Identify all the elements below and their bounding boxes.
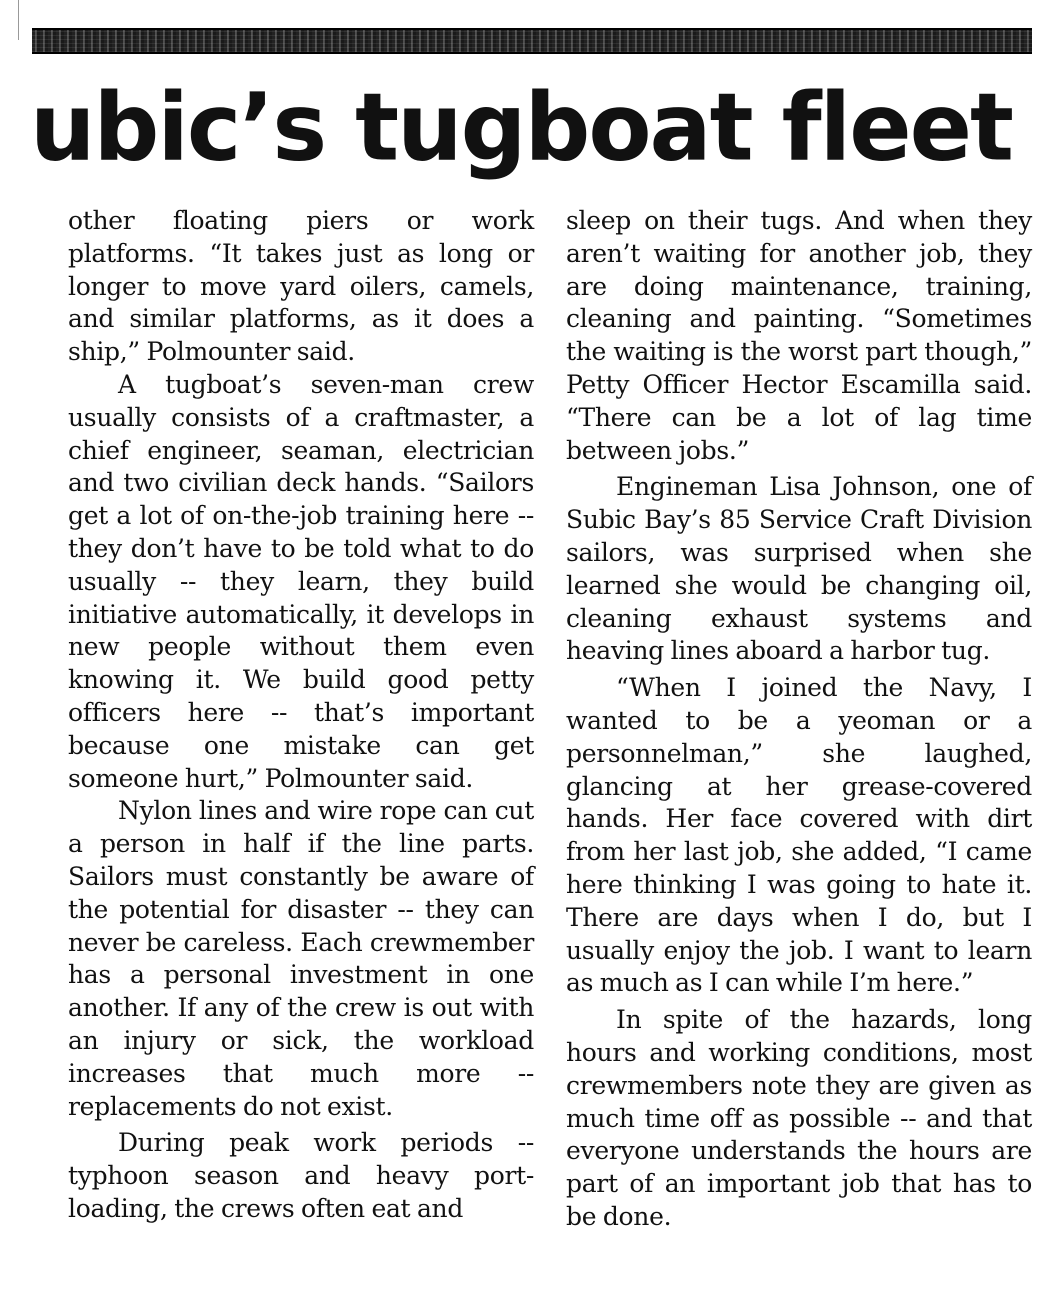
paragraph-right-2: Engineman Lisa Johnson, one of Subic Bay’s 85 Service Craft Division sailors, was surprised when she learned she would be changing oil, cleaning exhaust systems and heaving lines aboard a harbor tug. <box>566 472 1032 666</box>
paragraph-left-3: Nylon lines and wire rope can cut a person in half if the line parts. Sailors must constantly be aware of the potential for disaster -- they can never be careless. Each crewmember has a personal investment in one another. If any of the crew is out with an injury or sick, the workload increases that much more -- replacements do not exist. <box>68 796 534 1121</box>
header-rule-bar <box>32 28 1032 54</box>
paragraph-left-2: A tugboat’s seven-man crew usually consists of a craftmaster, a chief engineer, seaman, electrician and two civilian deck hands. “Sailors get a lot of on-the-job training here -- they don’t have to be told what to do usually -- they learn, they build initiative automatically, it develops in new people without them even knowing it. We build good petty officers here -- that’s important because one mistake can get someone hurt,” Polmounter said. <box>68 369 534 793</box>
article-column-right <box>566 205 1032 1234</box>
paragraph-right-3: “When I joined the Navy, I wanted to be a yeoman or a personnelman,” she laughed, glancing at her grease-covered hands. Her face covered with dirt from her last job, she added, “I came here thinking I was going to hate it. There are days when I do, but I usually enjoy the job. I want to learn as much as I can while I’m here.” <box>566 673 1032 998</box>
article-column-left <box>68 205 534 1226</box>
paragraph-left-4: During peak work periods -- typhoon season and heavy port-loading, the crews often eat and <box>68 1128 534 1223</box>
paragraph-right-4: In spite of the hazards, long hours and working conditions, most crewmembers note they are given as much time off as possible -- and that everyone understands the hours are part of an important job that has to be done. <box>566 1005 1032 1231</box>
paragraph-right-1: sleep on their tugs. And when they aren’t waiting for another job, they are doing maintenance, training, cleaning and painting. “Sometimes the waiting is the worst part though,” Petty Officer Hector Escamilla said. “There can be a lot of lag time between jobs.” <box>566 206 1032 465</box>
page-edge-mark <box>18 0 19 40</box>
article-headline: ubic’s tugboat fleet <box>30 73 1012 183</box>
paragraph-left-1: other floating piers or work platforms. “It takes just as long or longer to move yard oilers, camels, and similar platforms, as it does a ship,” Polmounter said. <box>68 206 534 367</box>
